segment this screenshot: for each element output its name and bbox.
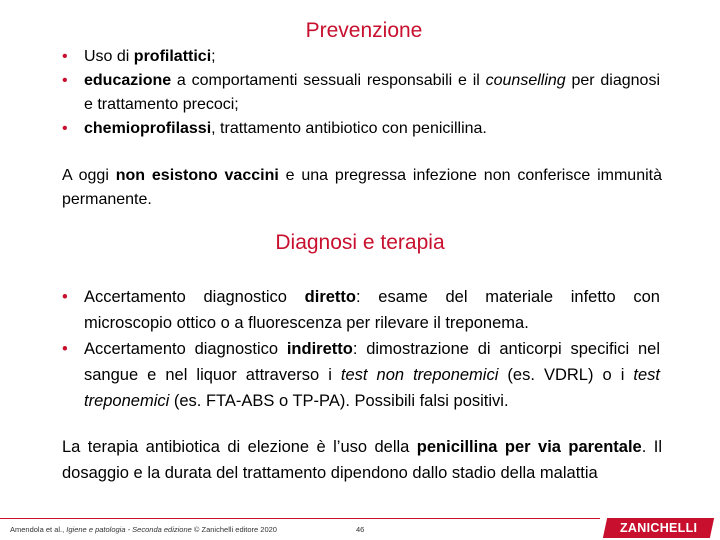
bold-text: educazione: [84, 72, 172, 89]
text-segment: La terapia antibiotica di elezione è l’uso della: [62, 438, 417, 456]
text-segment: ;: [211, 48, 216, 65]
text-segment: a comportamenti sessuali responsabili e il: [171, 72, 486, 89]
prevention-bullet-list: [62, 45, 660, 141]
bold-text: non esistono vaccini: [115, 167, 279, 184]
section-title-prevenzione: Prevenzione: [305, 19, 423, 42]
text-segment: (es. VDRL) o i: [498, 366, 634, 384]
text-segment: . Il dosaggio e la durata del trattamento dipendono dallo stadio della malattia: [62, 438, 663, 482]
text-segment: © Zanichelli editore 2020: [191, 525, 277, 534]
bullet-item: [62, 117, 660, 141]
text-segment: : dimostrazione di anticorpi specifici nel sangue e nel liquor attraverso i: [84, 340, 660, 384]
vaccine-paragraph: [62, 164, 662, 212]
diagnosis-bullet-list: [62, 284, 660, 414]
text-segment: (es. FTA-ABS o TP-PA). Possibili falsi positivi.: [169, 392, 509, 410]
text-segment: : esame del materiale infetto con microscopio ottico o a fluorescenza per rilevare il treponema.: [84, 288, 660, 332]
text-segment: e una pregressa infezione non conferisce immunità permanente.: [62, 167, 663, 208]
footer-citation: [10, 525, 277, 534]
bullet-item: [62, 284, 660, 336]
bold-text: profilattici: [133, 48, 212, 65]
text-segment: , trattamento antibiotico con penicillina.: [211, 120, 487, 137]
italic-text: test treponemici: [84, 366, 661, 410]
bold-text: diretto: [304, 288, 356, 306]
bullet-item: [62, 45, 660, 69]
italic-text: test non treponemici: [340, 366, 499, 384]
bold-text: chemioprofilassi: [84, 120, 212, 137]
italic-text: Igiene e patologia - Seconda edizione: [66, 525, 192, 534]
text-segment: Uso di: [84, 48, 134, 65]
bold-text: penicillina per via parentale: [416, 438, 642, 456]
therapy-paragraph: [62, 434, 662, 486]
bullet-item: [62, 69, 660, 117]
italic-text: counselling: [485, 72, 566, 89]
text-segment: per diagnosi e trattamento precoci;: [84, 72, 661, 113]
text-segment: A oggi: [62, 167, 116, 184]
bold-text: indiretto: [286, 340, 353, 358]
publisher-logo: [603, 518, 714, 538]
page-number: 46: [356, 525, 365, 534]
text-segment: Amendola et al.,: [10, 525, 67, 534]
footer-divider: [0, 518, 600, 519]
footer: [0, 514, 720, 540]
text-segment: Accertamento diagnostico: [84, 340, 287, 358]
bullet-item: [62, 336, 660, 414]
text-segment: Accertamento diagnostico: [84, 288, 305, 306]
section-title-diagnosi: Diagnosi e terapia: [275, 231, 445, 254]
logo-text: ZANICHELLI: [619, 521, 698, 535]
